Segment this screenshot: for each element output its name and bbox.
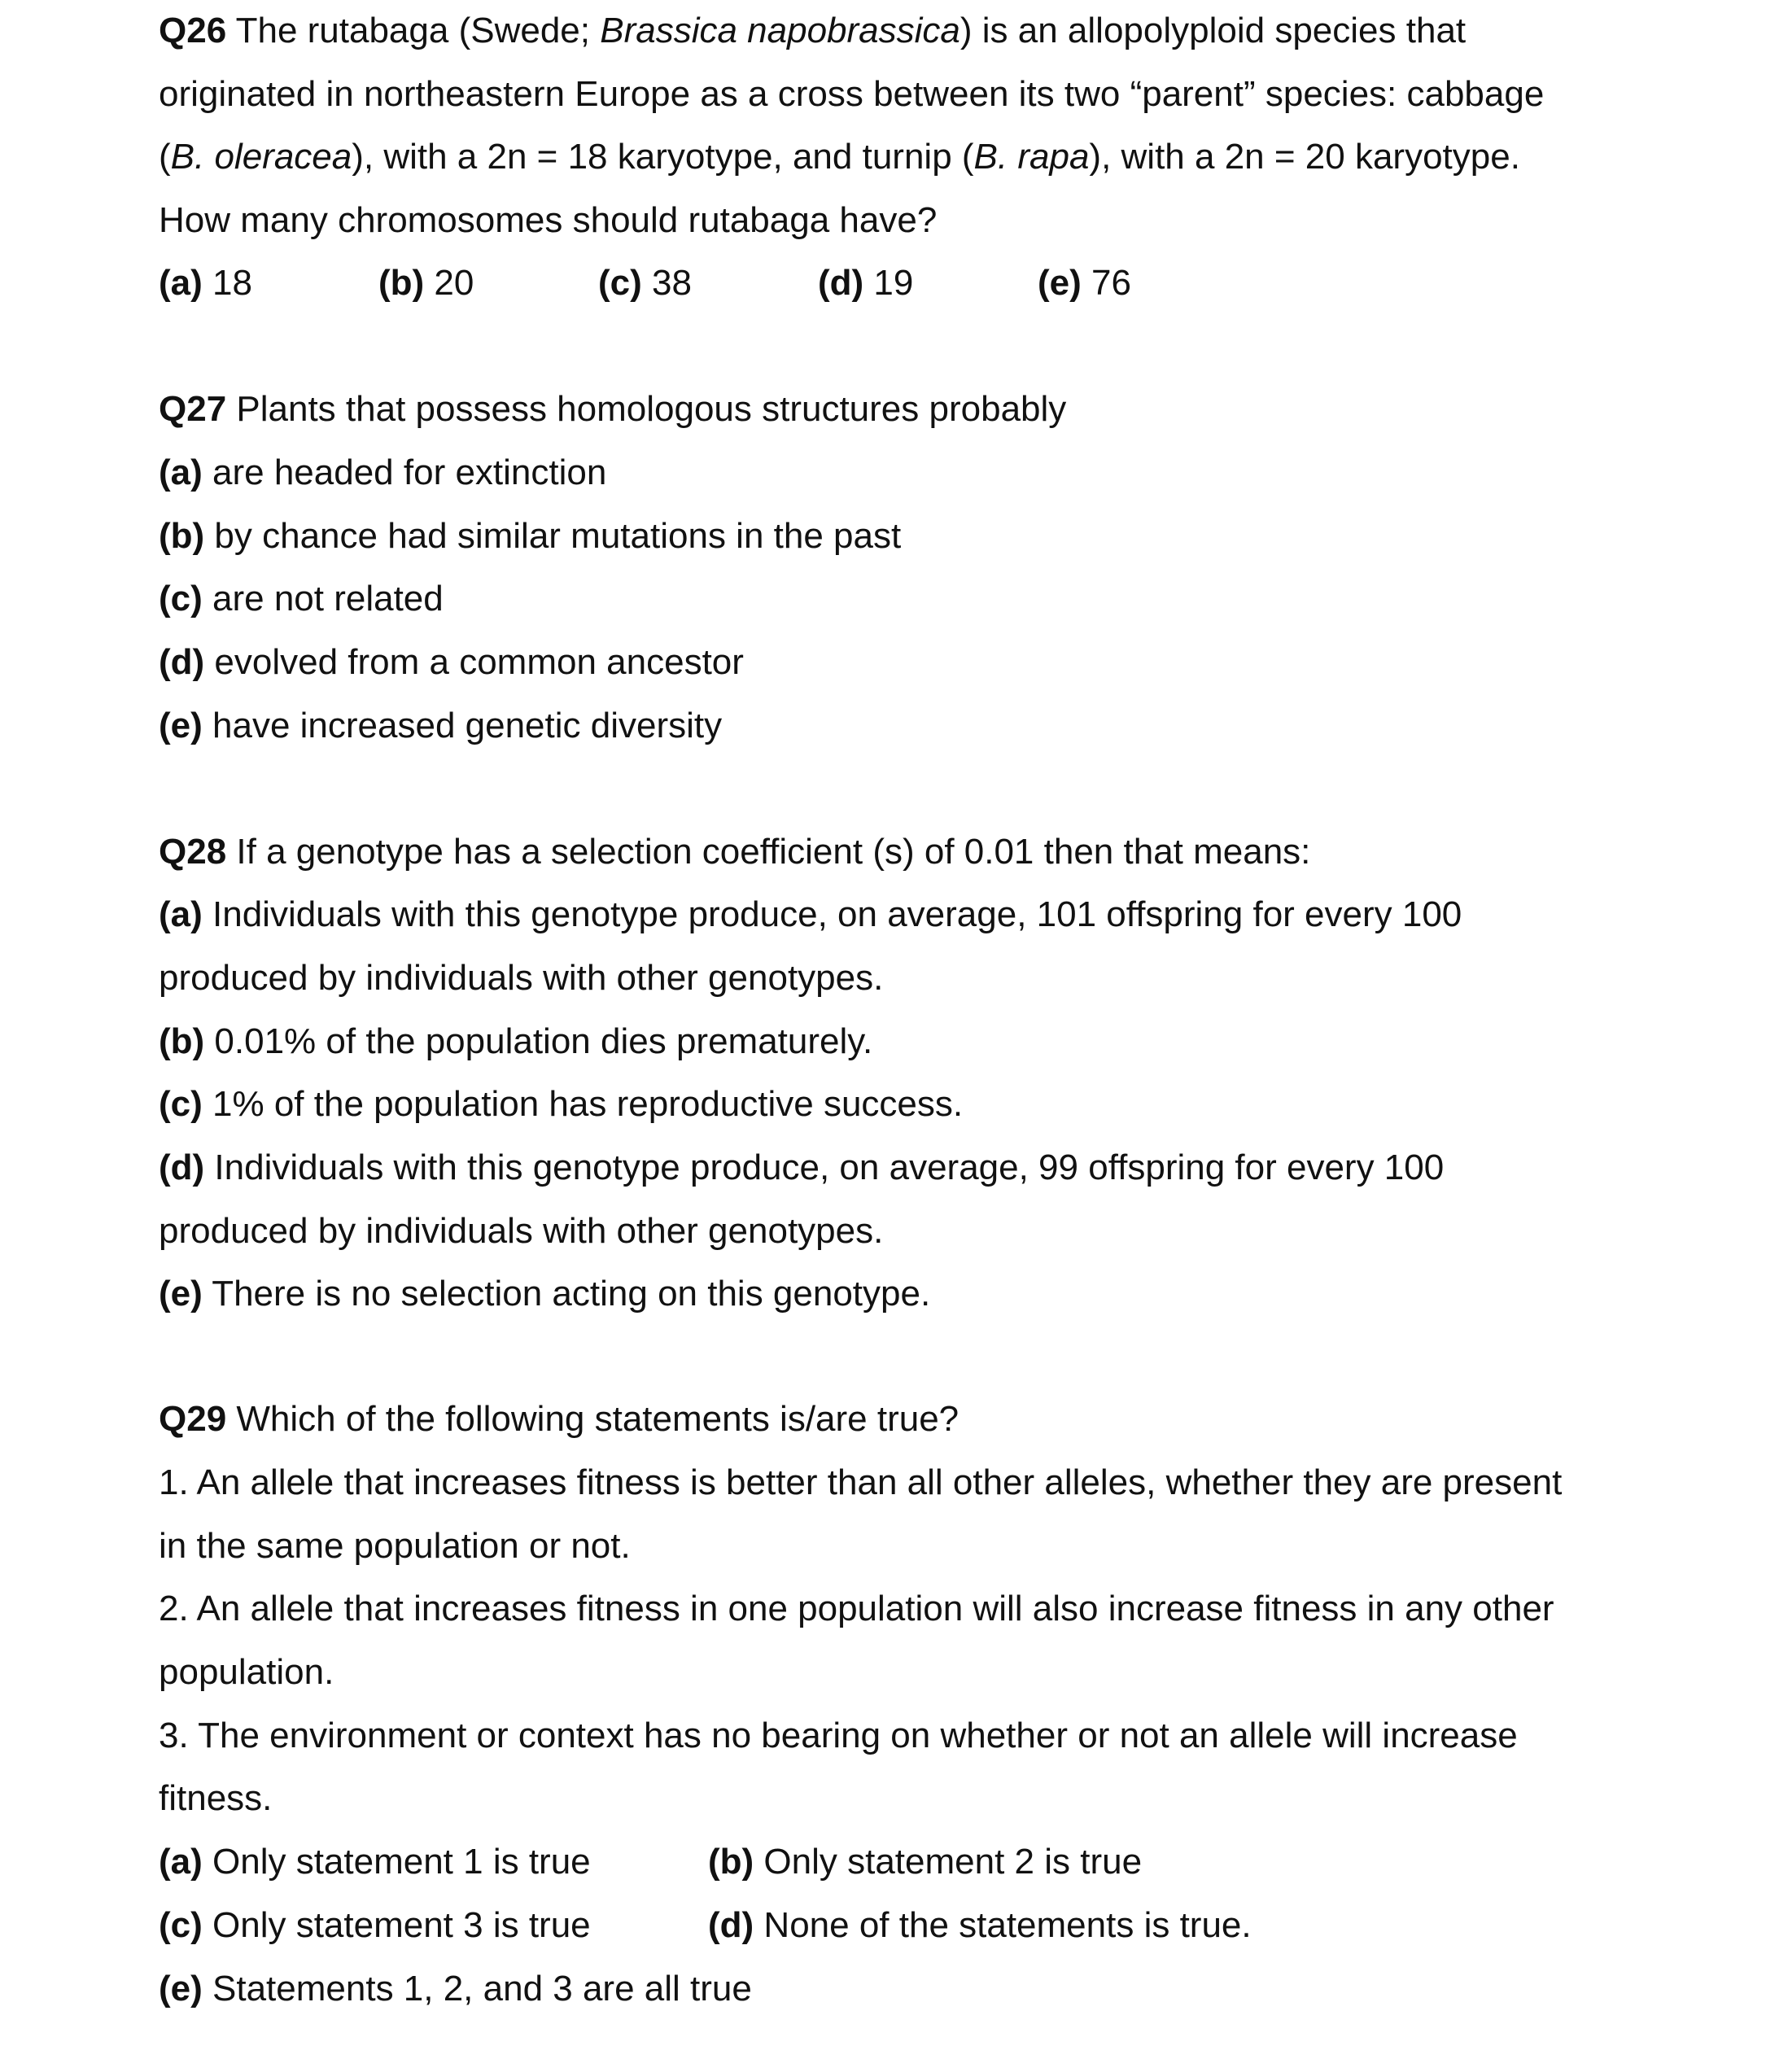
q26-option-e: (e) 76 [1038,263,1131,303]
q27-option-e: (e) have increased genetic diversity [159,706,723,745]
question-number: Q28 [159,832,227,872]
q28-stem: Q28 If a genotype has a selection coefficient (s) of 0.01 then that means: [159,832,1311,872]
q28-option-b: (b) 0.01% of the population dies prematurely. [159,1021,873,1061]
q27-stem: Q27 Plants that possess homologous structures probably [159,389,1067,429]
q29-statement-2-cont: population. [159,1652,334,1692]
q29-option-b: (b) Only statement 2 is true [708,1842,1143,1882]
q26-option-d: (d) 19 [818,263,914,303]
q28-option-c: (c) 1% of the population has reproductive success. [159,1084,964,1124]
q27-option-c: (c) are not related [159,579,444,619]
q29-statement-3: 3. The environment or context has no bearing on whether or not an allele will increase [159,1716,1518,1755]
q29-statement-2: 2. An allele that increases fitness in one population will also increase fitness in any other [159,1589,1554,1628]
q29-statement-1-cont: in the same population or not. [159,1526,631,1566]
q29-statement-1: 1. An allele that increases fitness is better than all other alleles, whether they are present [159,1462,1563,1502]
question-number: Q27 [159,389,227,429]
question-number: Q26 [159,11,227,50]
q29-option-e: (e) Statements 1, 2, and 3 are all true [159,1969,752,2009]
q29-statement-3-cont: fitness. [159,1778,273,1818]
q27-option-d: (d) evolved from a common ancestor [159,642,744,682]
q26-option-a: (a) 18 [159,263,252,303]
q27-option-a: (a) are headed for extinction [159,452,607,492]
q26-line-4: How many chromosomes should rutabaga have? [159,200,938,240]
q29-option-c: (c) Only statement 3 is true [159,1905,591,1945]
q26-option-b: (b) 20 [378,263,474,303]
q29-option-d: (d) None of the statements is true. [708,1905,1252,1945]
q26-option-c: (c) 38 [598,263,692,303]
q29-stem: Q29 Which of the following statements is/are true? [159,1399,959,1439]
q26-line-3: (B. oleracea), with a 2n = 18 karyotype, and turnip (B. rapa), with a 2n = 20 karyotype. [159,137,1520,177]
q28-option-d-cont: produced by individuals with other genotypes. [159,1211,884,1251]
q29-option-a: (a) Only statement 1 is true [159,1842,591,1882]
q26-line-2: originated in northeastern Europe as a cross between its two “parent” species: cabbage [159,74,1545,114]
q26-line-1: Q26 The rutabaga (Swede; Brassica napobrassica) is an allopolyploid species that [159,11,1467,50]
q28-option-a-cont: produced by individuals with other genotypes. [159,958,884,998]
q27-option-b: (b) by chance had similar mutations in the past [159,516,902,556]
q28-option-a: (a) Individuals with this genotype produce, on average, 101 offspring for every 100 [159,894,1462,934]
question-number: Q29 [159,1399,227,1439]
q28-option-e: (e) There is no selection acting on this genotype. [159,1274,931,1314]
q28-option-d: (d) Individuals with this genotype produce, on average, 99 offspring for every 100 [159,1147,1445,1187]
